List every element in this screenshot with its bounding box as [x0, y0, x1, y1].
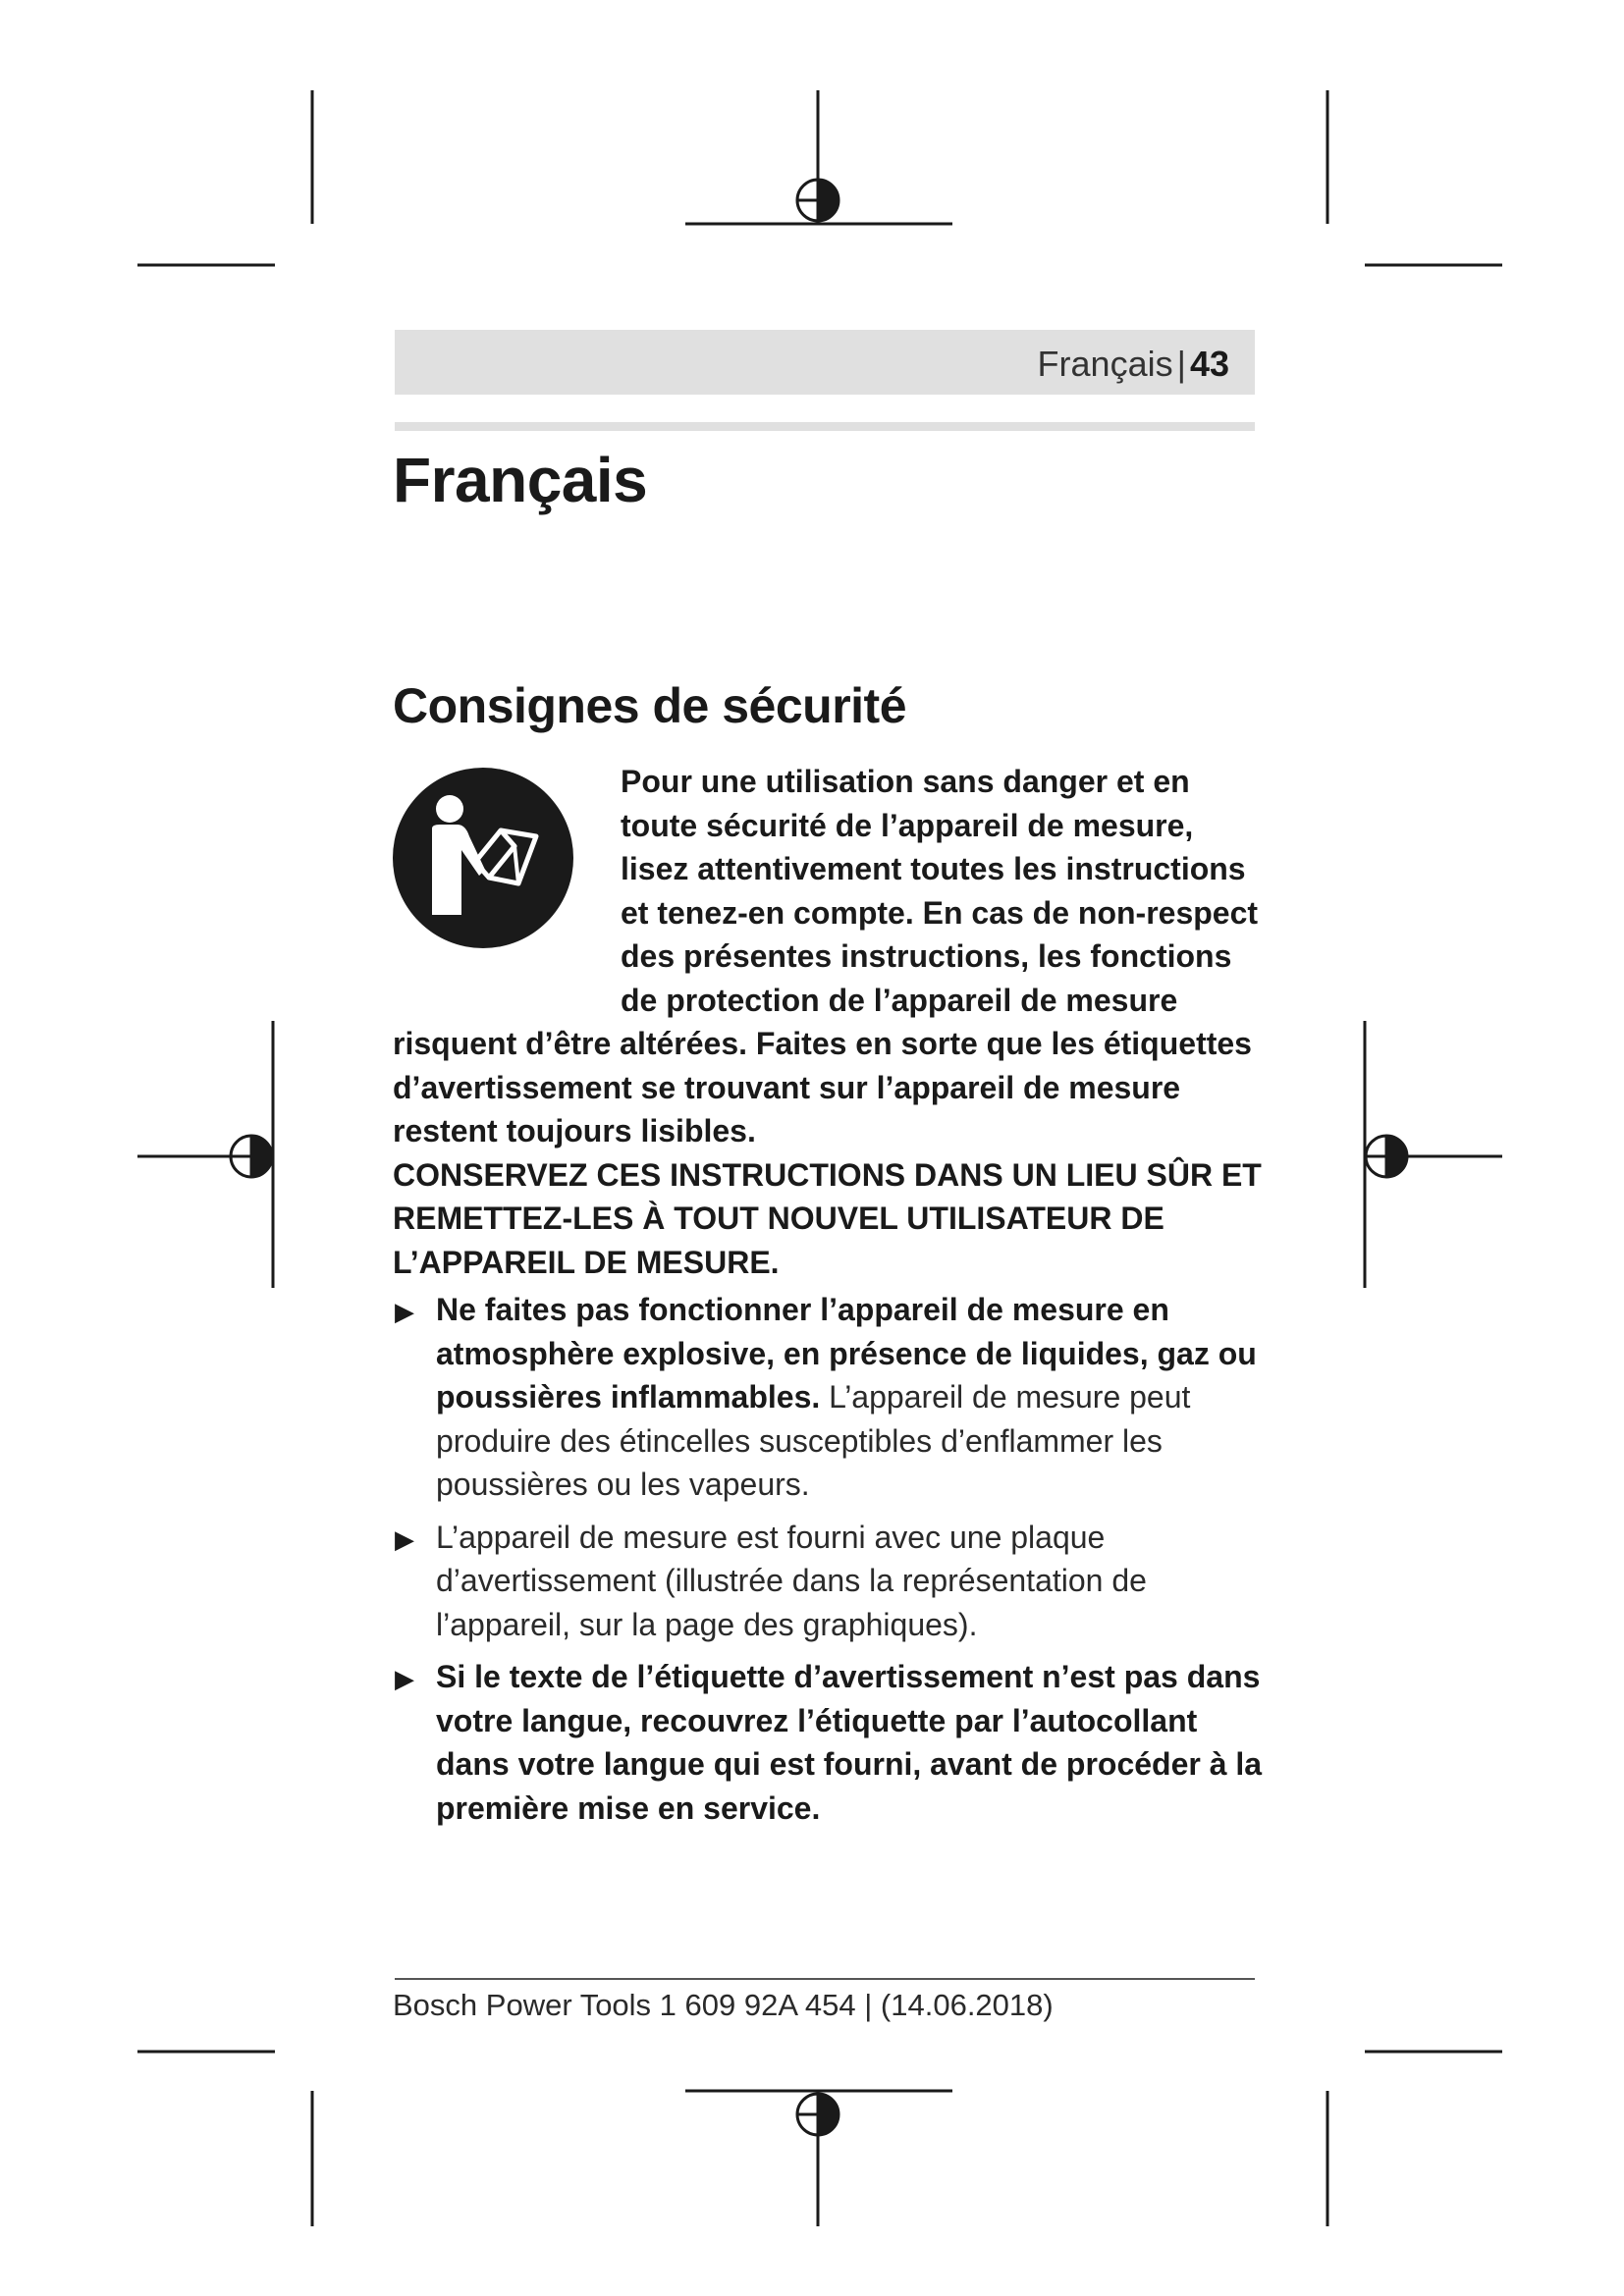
bullet-normal-text: L’appareil de mesure peut produire des étincelles susceptibles d’enflammer les poussières ou les vapeurs. [436, 1379, 1191, 1502]
triangle-bullet-icon: ▶ [395, 1297, 414, 1326]
footer-text: Bosch Power Tools 1 609 92A 454 | (14.06.2018) [393, 1988, 1054, 2022]
list-item [393, 1655, 1269, 1830]
safety-content [393, 760, 1269, 1839]
header-separator: | [1176, 344, 1186, 384]
list-item [393, 1288, 1269, 1507]
section-title: Consignes de sécurité [393, 678, 906, 733]
keep-instructions-notice: CONSERVEZ CES INSTRUCTIONS DANS UN LIEU SÛR ET REMETTEZ-LES À TOUT NOUVEL UTILISATEUR DE L’APPAREIL DE MESURE. [393, 1156, 1262, 1280]
page-number: 43 [1189, 344, 1229, 384]
triangle-bullet-icon: ▶ [395, 1523, 414, 1554]
bullet-bold-text: Ne faites pas fonctionner l’appareil de mesure en atmosphère explosive, en présence de liquides, gaz ou poussières inflammables. [436, 1292, 1257, 1415]
intro-paragraph: Pour une utilisation sans danger et en toute sécurité de l’appareil de mesure, lisez attentivement toutes les instructions et tenez-en compte. En cas de non-respect des présentes instructions, les fonctions de protection de l’appareil de mesure risquent d’être altérées. Faites en sorte que les étiquettes d’avertissement se trouvant sur l’appareil de mesure restent toujours lisibles. [393, 764, 1259, 1148]
header-rule [395, 422, 1255, 431]
footer-rule [395, 1978, 1255, 1980]
bullet-normal-text: L’appareil de mesure est fourni avec une plaque d’avertissement (illustrée dans la représentation de l’appareil, sur la page des graphiques). [436, 1519, 1147, 1642]
header-section-name: Français [1037, 344, 1173, 384]
list-item [393, 1516, 1269, 1647]
header-text [1038, 344, 1229, 385]
safety-bullet-list [393, 1288, 1269, 1830]
page-title: Français [393, 445, 648, 515]
running-header [395, 330, 1255, 395]
bullet-bold-text: Si le texte de l’étiquette d’avertissement n’est pas dans votre langue, recouvrez l’étiquette par l’autocollant dans votre langue qui est fourni, avant de procéder à la première mise en service. [436, 1659, 1263, 1826]
triangle-bullet-icon: ▶ [395, 1664, 414, 1693]
